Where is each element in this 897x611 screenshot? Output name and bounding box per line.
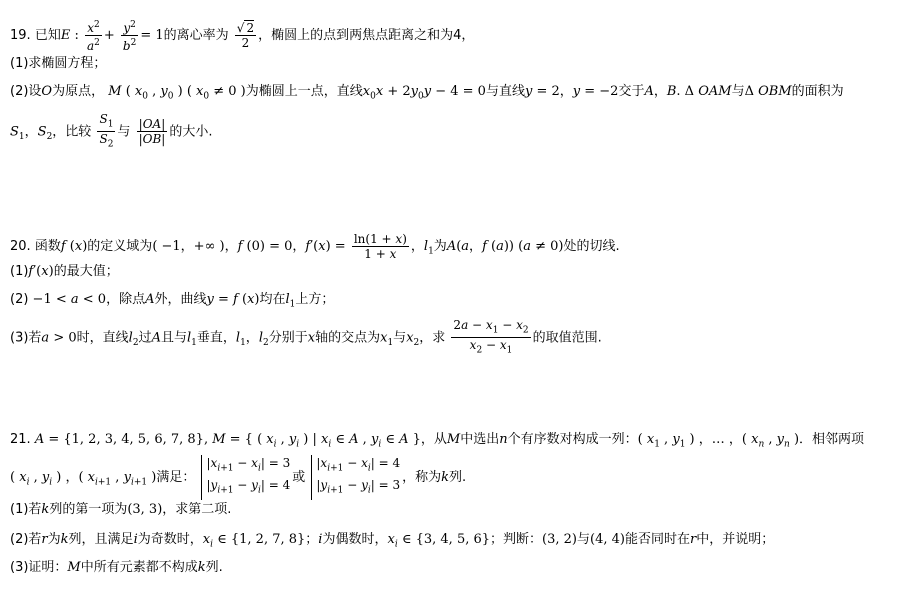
q21-line2: ( $x_i$ , $y_i$ ) ，( $x_{i+1}$ , $y_{i+1}$ )满足： $|x_{i+1} - x_i| = 3$ $|y_{i+1} - y_i| = 4$或 $|x_{i+1} - x_i| = 4$ $|y_{i+1} - y_i| = 3$，称为k列. <box>10 455 466 500</box>
q19-number: 19. <box>10 28 31 43</box>
q20-number: 20. <box>10 239 31 254</box>
q20-line1: 20. 函数f (x)的定义域为( −1，+∞ )，f (0) = 0，f′(x) = $\frac{\ln(1 + x)}{1 + x}$ ，$l_1$为A(a，f (a)) (a ≠ 0)处的切线. <box>10 232 620 261</box>
q19-line1: 19. 已知E : $\frac{x^2}{a^2}$ + $\frac{y^2}{b^2}$ = 1的离心率为 $\frac{√ 2}{2}$ ，椭圆上的点到两焦点距离之和为4， <box>10 20 475 53</box>
q20-part1: (1)f′(x)的最大值； <box>10 264 119 279</box>
q20-part3: (3)若a > 0时，直线$l_2$过A且与$l_1$垂直，$l_1$，$l_2$分别于x轴的交点为$x_1$与$x_2$，求 $\frac{2a - x_1 - x_2}{x_2 - x_1}$ 的取值范围. <box>10 318 602 356</box>
q19-part2: (2)设O为原点， M ( $x_0$ , $y_0$ ) ( $x_0 \ne 0$ )为椭圆上一点，直线$x_0x + 2y_0y - 4 = 0$与直线y = 2，y = −2交于A，B. Δ OAM与Δ OBM的面积为 <box>10 84 844 102</box>
q19-part2-cont: $S_1$，$S_2$，比较 $\frac{S_1}{S_2}$ 与 $\frac{|OA|}{|OB|}$ 的大小. <box>10 112 213 150</box>
q21-part2: (2)若r为k列，且满足i为奇数时，$x_i$ ∈ {1, 2, 7, 8}；i为偶数时，$x_i$ ∈ {3, 4, 5, 6}；判断：(3, 2)与(4, 4)能否同时在r中，并说明； <box>10 532 775 550</box>
q21-line1: 21. A = {1, 2, 3, 4, 5, 6, 7, 8}, M = { ( $x_i$ , $y_i$ ) | $x_i$ ∈ A , $y_i$ ∈ A }，从M中选出n个有序数对构成一列：( $x_1$ , $y_1$ ) ，… ，( $x_n$ , $y_n$ )．相邻两项 <box>10 432 865 450</box>
q19-part1: (1)求椭圆方程； <box>10 56 107 71</box>
q21-number: 21. <box>10 432 31 447</box>
q20-part2: (2) −1 < a < 0，除点A外，曲线y = f (x)均在$l_1$上方； <box>10 292 335 310</box>
q21-part3: (3)证明：M中所有元素都不构成k列. <box>10 560 223 575</box>
q21-part1: (1)若k列的第一项为(3, 3)，求第二项. <box>10 502 232 517</box>
